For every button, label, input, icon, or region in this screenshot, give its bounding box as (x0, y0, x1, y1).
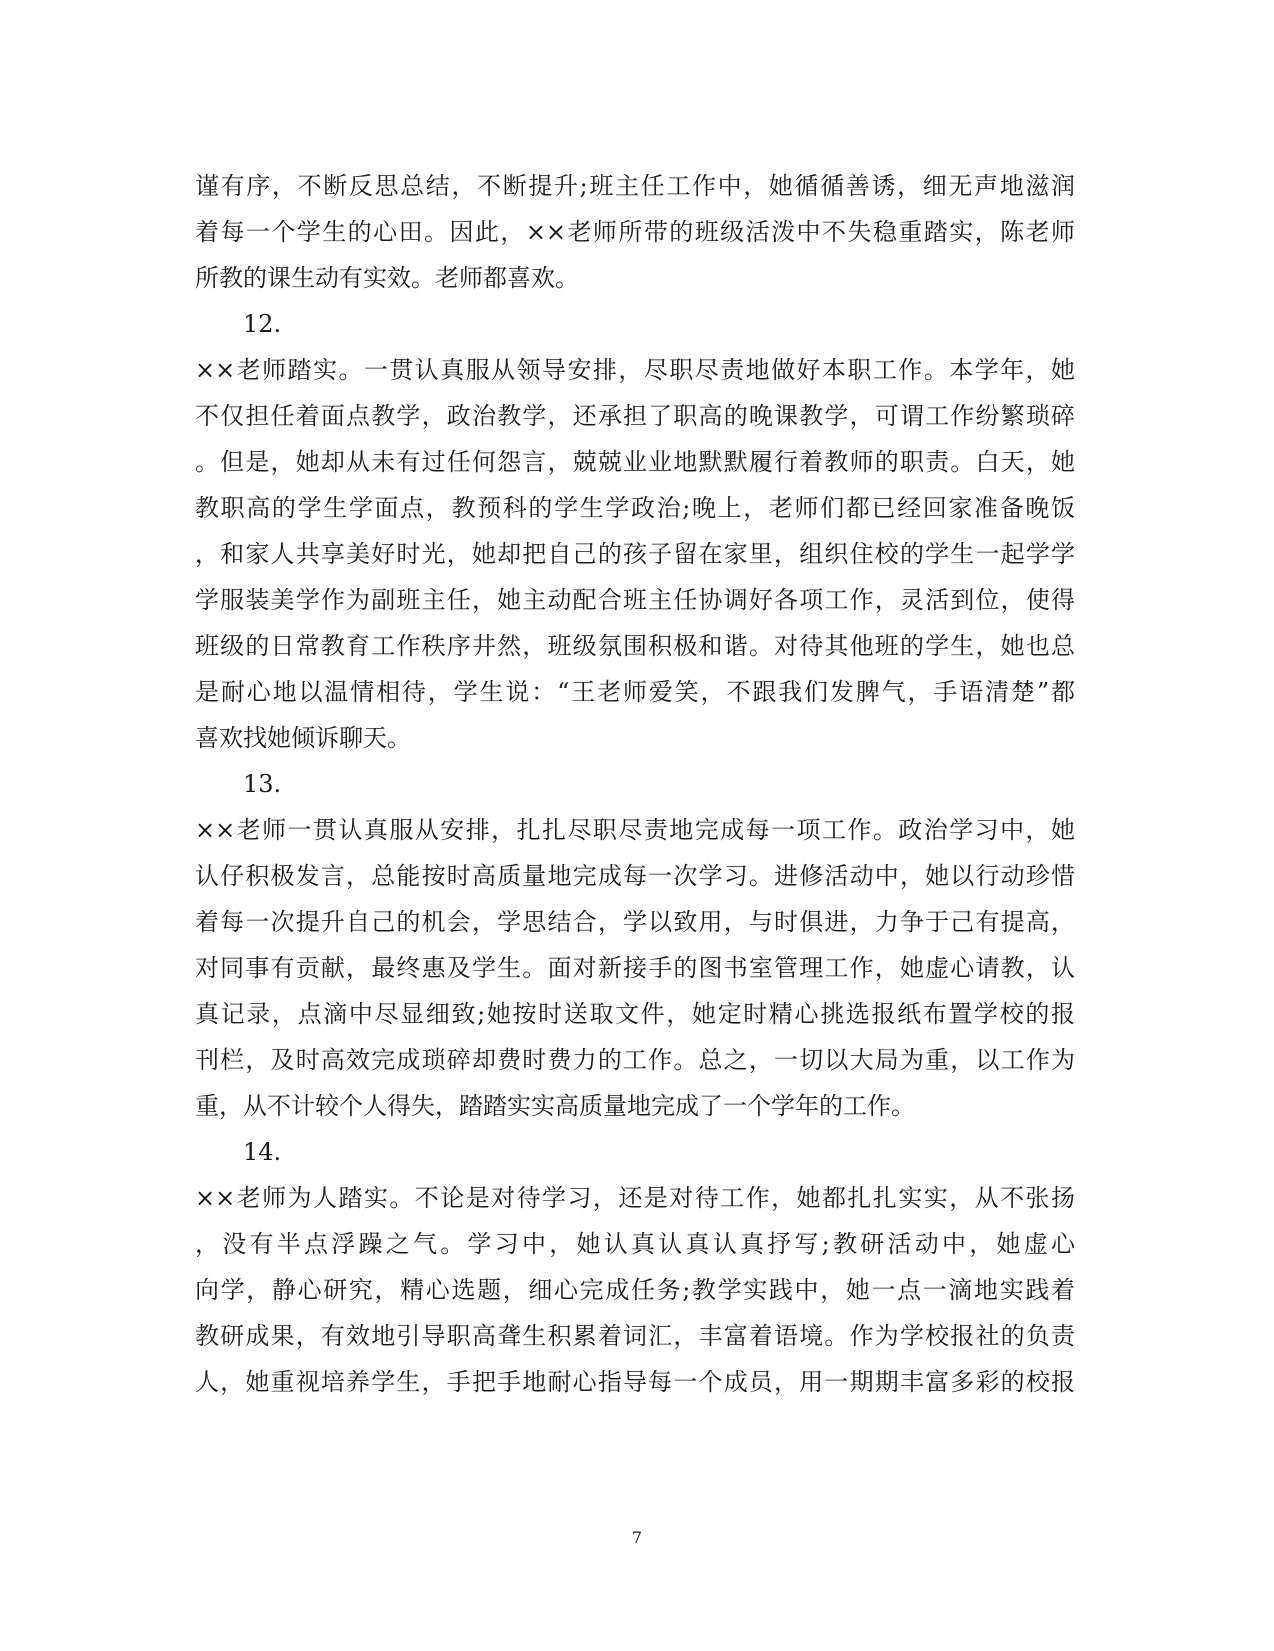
text-line: 班级的日常教育工作秩序井然，班级氛围积极和谐。对待其他班的学生，她也总 (195, 632, 1075, 660)
text-line: 重，从不计较个人得失，踏踏实实高质量地完成了一个学年的工作。 (195, 1092, 915, 1120)
text-line: 教职高的学生学面点，教预科的学生学政治;晚上，老师们都已经回家准备晚饭 (195, 494, 1075, 522)
text-line: 是耐心地以温情相待，学生说：“王老师爱笑，不跟我们发脾气，手语清楚”都 (195, 678, 1075, 706)
text-line: 。但是，她却从未有过任何怨言，兢兢业业地默默履行着教师的职责。白天，她 (195, 448, 1075, 476)
paragraph (195, 163, 1075, 301)
text-line: 真记录，点滴中尽显细致;她按时送取文件，她定时精心挑选报纸布置学校的报 (195, 1000, 1075, 1028)
text-line: ，没有半点浮躁之气。学习中，她认真认真认真抒写;教研活动中，她虚心 (195, 1230, 1075, 1258)
text-line: 着每一次提升自己的机会，学思结合，学以致用，与时俱进，力争于己有提高， (195, 908, 1075, 936)
text-line: 刊栏，及时高效完成琐碎却费时费力的工作。总之，一切以大局为重，以工作为 (195, 1046, 1075, 1074)
text-line: ××老师踏实。一贯认真服从领导安排，尽职尽责地做好本职工作。本学年，她 (195, 356, 1075, 384)
paragraph (195, 301, 1075, 761)
text-line: ××老师为人踏实。不论是对待学习，还是对待工作，她都扎扎实实，从不张扬 (195, 1184, 1075, 1212)
item-number: 14. (243, 1138, 282, 1166)
item-number: 13. (243, 770, 282, 798)
item-number: 12. (243, 310, 282, 338)
paragraph (195, 1129, 1075, 1405)
text-line: 所教的课生动有实效。老师都喜欢。 (195, 264, 579, 292)
text-line: 喜欢找她倾诉聊天。 (195, 724, 411, 752)
text-line: 人，她重视培养学生，手把手地耐心指导每一个成员，用一期期丰富多彩的校报 (195, 1368, 1075, 1396)
text-line: 教研成果，有效地引导职高聋生积累着词汇，丰富着语境。作为学校报社的负责 (195, 1322, 1075, 1350)
paragraph (195, 761, 1075, 1129)
document-body (195, 163, 1075, 1405)
text-line: 向学，静心研究，精心选题，细心完成任务;教学实践中，她一点一滴地实践着 (195, 1276, 1075, 1304)
text-line: 谨有序，不断反思总结，不断提升;班主任工作中，她循循善诱，细无声地滋润 (195, 172, 1075, 200)
text-line: 不仅担任着面点教学，政治教学，还承担了职高的晚课教学，可谓工作纷繁琐碎 (195, 402, 1075, 430)
page-number: 7 (631, 1528, 643, 1547)
text-line: 着每一个学生的心田。因此，××老师所带的班级活泼中不失稳重踏实，陈老师 (195, 218, 1075, 246)
text-line: ××老师一贯认真服从安排，扎扎尽职尽责地完成每一项工作。政治学习中，她 (195, 816, 1075, 844)
text-line: ，和家人共享美好时光，她却把自己的孩子留在家里，组织住校的学生一起学学 (195, 540, 1075, 568)
text-line: 对同事有贡献，最终惠及学生。面对新接手的图书室管理工作，她虚心请教，认 (195, 954, 1075, 982)
text-line: 认仔积极发言，总能按时高质量地完成每一次学习。进修活动中，她以行动珍惜 (195, 862, 1075, 890)
text-line: 学服装美学作为副班主任，她主动配合班主任协调好各项工作，灵活到位，使得 (195, 586, 1075, 614)
